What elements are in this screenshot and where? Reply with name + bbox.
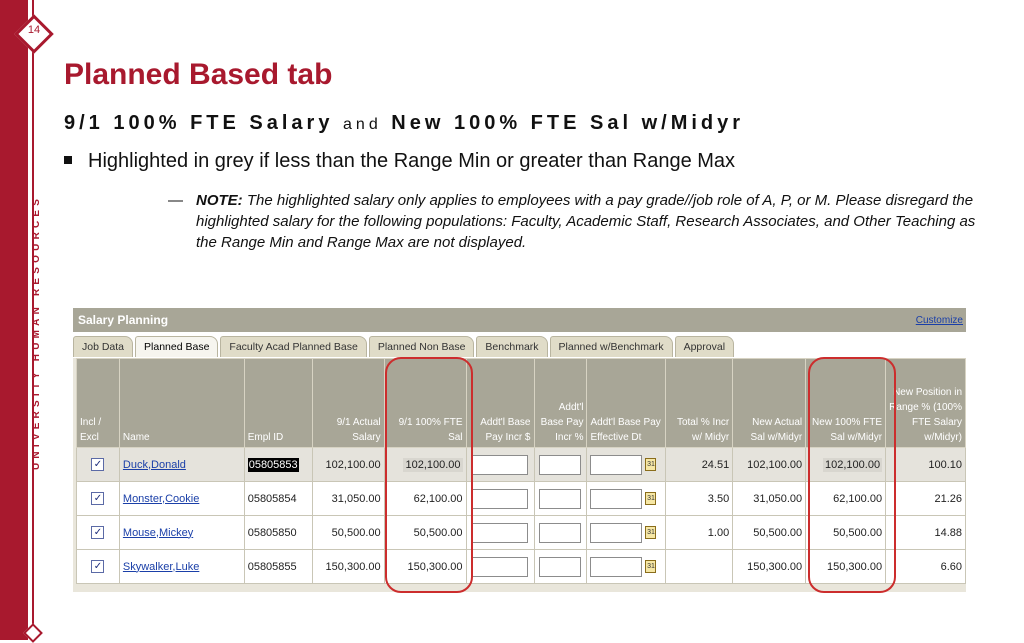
name-cell <box>119 550 244 584</box>
addl-amt-cell <box>466 550 534 584</box>
addl-pct-cell <box>534 516 587 550</box>
employee-name-link[interactable]: Mouse,Mickey <box>122 526 194 539</box>
incl-checkbox[interactable]: ✓ <box>91 560 104 573</box>
new-actual-cell: 150,300.00 <box>733 550 806 584</box>
addl-amt-cell <box>466 448 534 482</box>
calendar-icon[interactable]: 31 <box>645 560 656 573</box>
subtitle-part2: New 100% FTE Sal w/Midyr <box>391 112 745 134</box>
fte-sal-highlighted: 102,100.00 <box>405 458 461 471</box>
new-fte-cell: 50,500.00 <box>806 516 886 550</box>
tab-faculty-acad-planned-base[interactable]: Faculty Acad Planned Base <box>220 336 366 357</box>
tab-planned-base[interactable]: Planned Base <box>135 336 218 357</box>
emplid-cell: 05805854 <box>244 482 312 516</box>
range-pct-cell: 100.10 <box>886 448 966 482</box>
eff-dt-cell <box>587 482 666 516</box>
effective-date-input[interactable] <box>590 489 642 509</box>
addl-base-pay-amt-input[interactable] <box>472 455 528 475</box>
actual-salary-cell: 50,500.00 <box>312 516 384 550</box>
employee-name-link[interactable]: Duck,Donald <box>122 458 186 471</box>
bullet-square-icon <box>64 156 72 164</box>
note-body <box>196 190 986 253</box>
range-pct-cell: 21.26 <box>886 482 966 516</box>
tab-planned-non-base[interactable]: Planned Non Base <box>369 336 475 357</box>
new-fte-sal-highlight-circle <box>808 357 896 593</box>
name-cell <box>119 448 244 482</box>
name-cell <box>119 516 244 550</box>
new-actual-cell: 31,050.00 <box>733 482 806 516</box>
incl-cell <box>77 550 120 584</box>
emplid-cell: 05805850 <box>244 516 312 550</box>
tab-planned-w-benchmark[interactable]: Planned w/Benchmark <box>550 336 673 357</box>
note-dash: — <box>168 192 183 209</box>
total-incr-cell: 3.50 <box>666 482 733 516</box>
incl-checkbox[interactable]: ✓ <box>91 526 104 539</box>
name-cell <box>119 482 244 516</box>
actual-salary-cell: 102,100.00 <box>312 448 384 482</box>
eff-dt-cell <box>587 550 666 584</box>
addl-base-pay-pct-input[interactable] <box>539 523 581 543</box>
addl-base-pay-pct-input[interactable] <box>539 489 581 509</box>
col-new-fte-sal[interactable]: New 100% FTE Sal w/Midyr <box>806 359 886 448</box>
incl-cell <box>77 482 120 516</box>
calendar-icon[interactable]: 31 <box>645 458 656 471</box>
fte-sal-cell: 150,300.00 <box>384 550 466 584</box>
emplid-cell: 05805855 <box>244 550 312 584</box>
col-total-incr[interactable]: Total % Incr w/ Midyr <box>666 359 733 448</box>
brand-bar <box>0 0 28 640</box>
employee-name-link[interactable]: Skywalker,Luke <box>122 560 200 573</box>
addl-base-pay-pct-input[interactable] <box>539 455 581 475</box>
new-actual-cell: 102,100.00 <box>733 448 806 482</box>
employee-name-link[interactable]: Monster,Cookie <box>122 492 200 505</box>
col-name[interactable]: Name <box>119 359 244 448</box>
customize-link[interactable]: Customize <box>915 314 963 326</box>
effective-date-input[interactable] <box>590 523 642 543</box>
col-addl-base-pay-incr-amt[interactable]: Addt'l Base Pay Incr $ <box>466 359 534 448</box>
fte-sal-cell: 62,100.00 <box>384 482 466 516</box>
total-incr-cell <box>666 550 733 584</box>
calendar-icon[interactable]: 31 <box>645 526 656 539</box>
addl-amt-cell <box>466 516 534 550</box>
new-fte-highlighted: 102,100.00 <box>825 458 881 471</box>
col-actual-salary[interactable]: 9/1 Actual Salary <box>312 359 384 448</box>
new-actual-cell: 50,500.00 <box>733 516 806 550</box>
vertical-brand-text: UNIVERSITY HUMAN RESOURCES <box>31 194 42 470</box>
note-text: The highlighted salary only applies to employees with a pay grade//job role of A, P, or M. Please disregard the highlighted salary for the following populations: Faculty, Academic Staff, Research Associates, and Other Teaching as the Range Min and Range Max are not displayed. <box>196 192 976 251</box>
incl-checkbox[interactable]: ✓ <box>91 492 104 505</box>
new-fte-cell: 62,100.00 <box>806 482 886 516</box>
slide-title: Planned Based tab <box>64 58 333 91</box>
fte-sal-cell: 50,500.00 <box>384 516 466 550</box>
col-incl-excl[interactable]: Incl / Excl <box>77 359 120 448</box>
col-addl-base-pay-incr-pct[interactable]: Addt'l Base Pay Incr % <box>534 359 587 448</box>
subtitle-part1: 9/1 100% FTE Salary <box>64 112 334 134</box>
subtitle-and: and <box>343 116 382 133</box>
slide-subtitle <box>64 112 744 135</box>
addl-pct-cell <box>534 482 587 516</box>
emplid-cell <box>244 448 312 482</box>
effective-date-input[interactable] <box>590 557 642 577</box>
note-label: NOTE: <box>196 192 243 209</box>
bullet-item <box>64 150 735 173</box>
range-pct-cell: 6.60 <box>886 550 966 584</box>
slide-number: 14 <box>27 24 41 36</box>
fte-sal-highlight-circle <box>385 357 473 593</box>
eff-dt-cell <box>587 516 666 550</box>
range-pct-cell: 14.88 <box>886 516 966 550</box>
eff-dt-cell <box>587 448 666 482</box>
col-new-actual-sal[interactable]: New Actual Sal w/Midyr <box>733 359 806 448</box>
calendar-icon[interactable]: 31 <box>645 492 656 505</box>
addl-base-pay-pct-input[interactable] <box>539 557 581 577</box>
addl-amt-cell <box>466 482 534 516</box>
col-empl-id[interactable]: Empl ID <box>244 359 312 448</box>
new-fte-cell: 150,300.00 <box>806 550 886 584</box>
bullet-text: Highlighted in grey if less than the Range Min or greater than Range Max <box>88 150 736 172</box>
addl-pct-cell <box>534 550 587 584</box>
panel-title: Salary Planning <box>78 313 169 327</box>
tab-job-data[interactable]: Job Data <box>73 336 133 357</box>
col-addl-base-pay-eff-dt[interactable]: Addt'l Base Pay Effective Dt <box>587 359 666 448</box>
addl-pct-cell <box>534 448 587 482</box>
addl-base-pay-amt-input[interactable] <box>472 557 528 577</box>
incl-checkbox[interactable]: ✓ <box>91 458 104 471</box>
col-fte-sal[interactable]: 9/1 100% FTE Sal <box>384 359 466 448</box>
effective-date-input[interactable] <box>590 455 642 475</box>
total-incr-cell: 24.51 <box>666 448 733 482</box>
panel-header <box>73 308 966 332</box>
incl-cell <box>77 448 120 482</box>
actual-salary-cell: 31,050.00 <box>312 482 384 516</box>
actual-salary-cell: 150,300.00 <box>312 550 384 584</box>
tab-benchmark[interactable]: Benchmark <box>476 336 547 357</box>
incl-cell <box>77 516 120 550</box>
addl-base-pay-amt-input[interactable] <box>472 523 528 543</box>
tab-approval[interactable]: Approval <box>675 336 734 357</box>
empl-id: 05805853 <box>248 458 298 471</box>
tab-bar <box>73 332 966 358</box>
total-incr-cell: 1.00 <box>666 516 733 550</box>
col-range-pct[interactable]: New Position in Range % (100% FTE Salary w/Midyr) <box>886 359 966 448</box>
addl-base-pay-amt-input[interactable] <box>472 489 528 509</box>
